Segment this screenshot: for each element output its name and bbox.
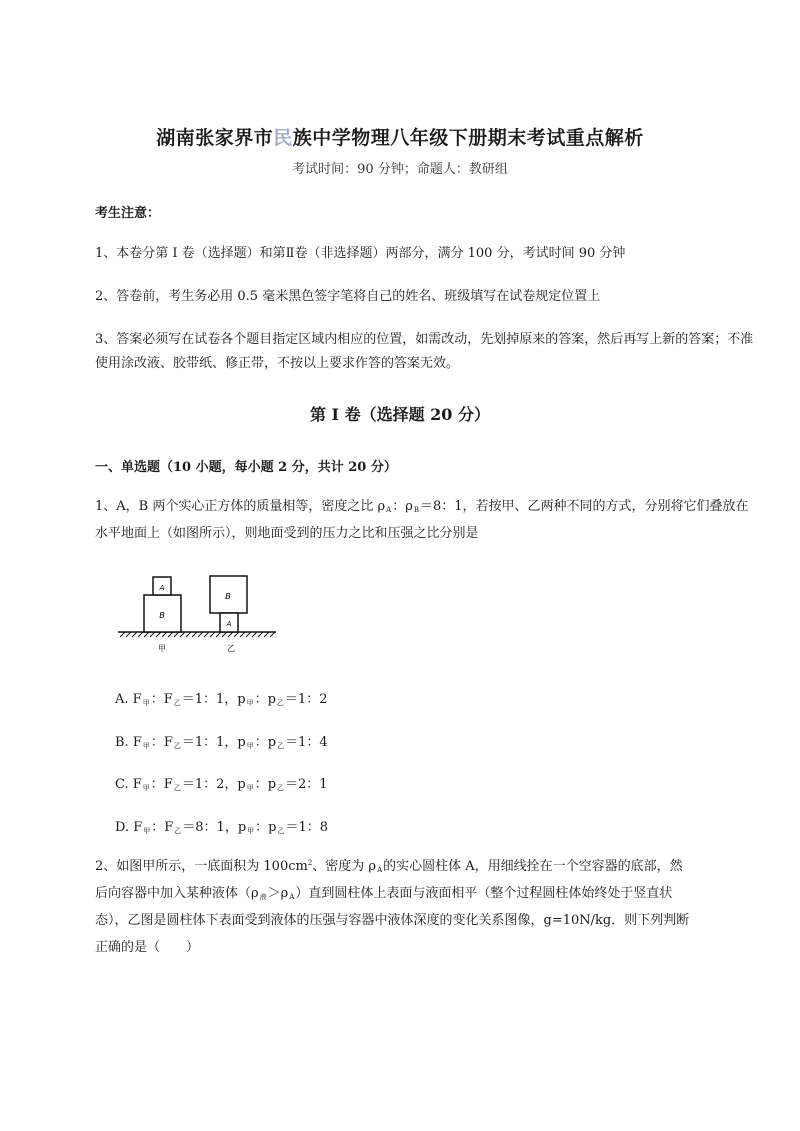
- option-a[interactable]: A. F甲：F乙＝1：1，p甲：p乙＝1：2: [115, 692, 328, 707]
- notice-item-1: 1、本卷分第 I 卷（选择题）和第Ⅱ卷（非选择题）两部分，满分 100 分，考试时间 90 分钟: [95, 246, 626, 261]
- option-d[interactable]: D. F甲：F乙＝8：1，p甲：p乙＝1：8: [115, 820, 329, 835]
- label-yi: 乙: [227, 644, 235, 653]
- option-c[interactable]: C. F甲：F乙＝1：2，p甲：p乙＝2：1: [115, 777, 328, 792]
- notice-item-2: 2、答卷前，考生务必用 0.5 毫米黑色签字笔将自己的姓名、班级填写在试卷规定位置上: [95, 289, 601, 304]
- jia-block-a-label: A: [159, 584, 165, 592]
- label-jia: 甲: [158, 644, 166, 653]
- title-highlight-char: 民: [273, 127, 293, 149]
- question-2-line-3: 态），乙图是圆柱体下表面受到液体的压强与容器中液体深度的变化关系图像，g=10N/kg．则下列判断: [95, 913, 690, 928]
- jia-block-b-label: B: [159, 611, 165, 620]
- part-heading: 一、单选题（10 小题，每小题 2 分，共计 20 分）: [95, 460, 397, 475]
- page-title: 湖南张家界市民族中学物理八年级下册期末考试重点解析: [156, 127, 644, 149]
- question-2-line-4: 正确的是（ ）: [95, 940, 200, 955]
- question-2-line-1: 2、如图甲所示，一底面积为 $100cm^2$、密度为 ρA的实心圆柱体 A，用细线拴在一个空容器的底部，然: [95, 859, 683, 874]
- exam-subtitle: 考试时间：90 分钟；命题人：教研组: [292, 162, 508, 177]
- yi-block-b-label: B: [225, 592, 231, 601]
- yi-block-a-label: A: [226, 620, 232, 628]
- question-1-stem: 1、A，B 两个实心正方体的质量相等，密度之比 ρA：ρB＝8：1，若按甲、乙两种不同的方式，分别将它们叠放在水平地面上（如图所示），则地面受到的压力之比和压强之比分别是: [95, 499, 749, 541]
- notice-item-3: 3、答案必须写在试卷各个题目指定区域内相应的位置，如需改动，先划掉原来的答案，然后再写上新的答案；不准使用涂改液、胶带纸、修正带，不按以上要求作答的答案无效。: [95, 332, 754, 371]
- question-2-line-2: 后向容器中加入某种液体（ρ液＞ρA）直到圆柱体上表面与液面相平（整个过程圆柱体始终处于竖直状: [95, 886, 673, 901]
- section-title: 第 I 卷（选择题 20 分）: [309, 405, 491, 424]
- q1-figure: [110, 568, 280, 658]
- notice-heading: 考生注意：: [95, 206, 161, 221]
- option-b[interactable]: B. F甲：F乙＝1：1，p甲：p乙＝1：4: [115, 735, 328, 750]
